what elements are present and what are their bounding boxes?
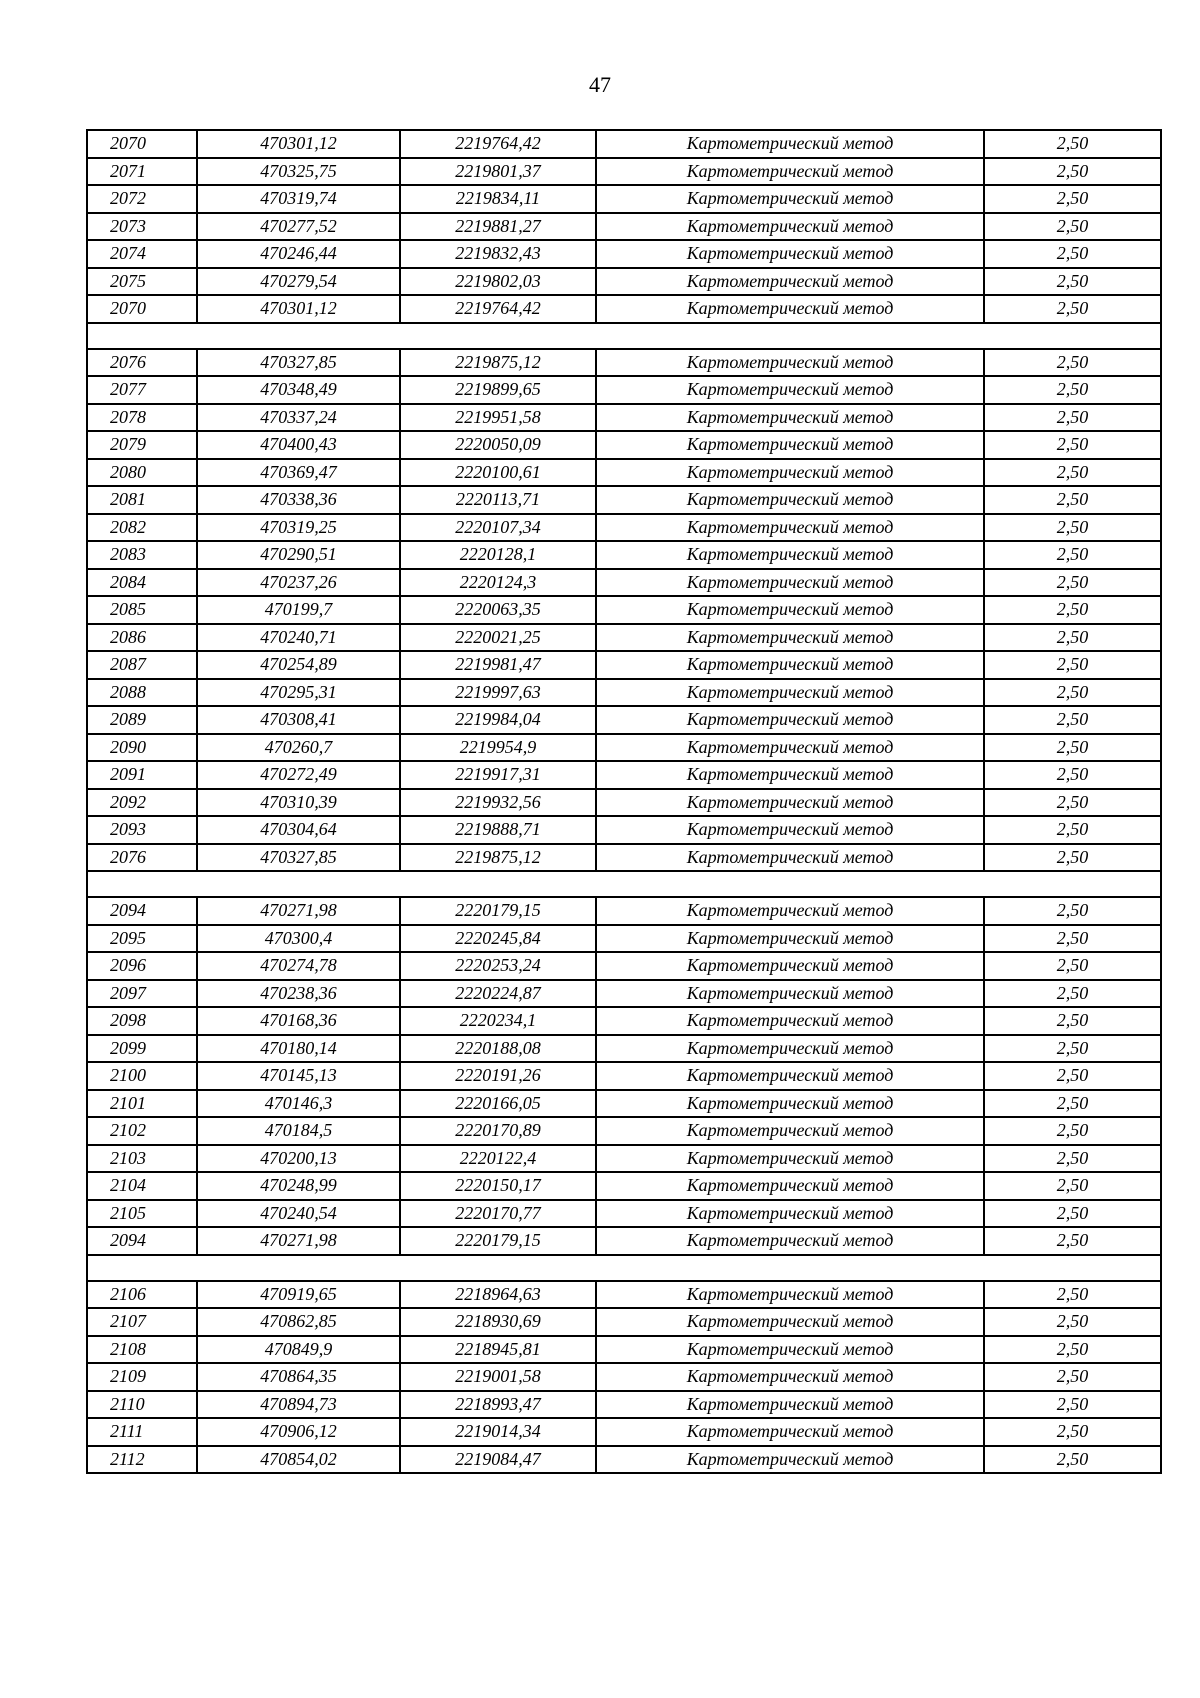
x-coordinate-cell: 470272,49	[197, 761, 400, 789]
point-number-cell: 2107	[87, 1308, 197, 1336]
accuracy-cell: 2,50	[984, 240, 1161, 268]
table-row	[87, 569, 1161, 597]
y-coordinate-cell: 2220150,17	[400, 1172, 596, 1200]
point-number-cell: 2102	[87, 1117, 197, 1145]
method-cell: Картометрический метод	[596, 706, 984, 734]
point-number-cell: 2078	[87, 404, 197, 432]
point-number-cell: 2110	[87, 1391, 197, 1419]
table-row	[87, 541, 1161, 569]
method-cell: Картометрический метод	[596, 1363, 984, 1391]
accuracy-cell: 2,50	[984, 651, 1161, 679]
y-coordinate-cell: 2219881,27	[400, 213, 596, 241]
table-row	[87, 1363, 1161, 1391]
table-row	[87, 1117, 1161, 1145]
table-row	[87, 1281, 1161, 1309]
x-coordinate-cell: 470145,13	[197, 1062, 400, 1090]
accuracy-cell: 2,50	[984, 1391, 1161, 1419]
x-coordinate-cell: 470240,71	[197, 624, 400, 652]
y-coordinate-cell: 2219084,47	[400, 1446, 596, 1474]
method-cell: Картометрический метод	[596, 734, 984, 762]
point-number-cell: 2075	[87, 268, 197, 296]
x-coordinate-cell: 470337,24	[197, 404, 400, 432]
method-cell: Картометрический метод	[596, 1200, 984, 1228]
point-number-cell: 2108	[87, 1336, 197, 1364]
y-coordinate-cell: 2220179,15	[400, 1227, 596, 1255]
y-coordinate-cell: 2220113,71	[400, 486, 596, 514]
method-cell: Картометрический метод	[596, 624, 984, 652]
accuracy-cell: 2,50	[984, 816, 1161, 844]
y-coordinate-cell: 2220245,84	[400, 925, 596, 953]
table-row	[87, 734, 1161, 762]
method-cell: Картометрический метод	[596, 240, 984, 268]
y-coordinate-cell: 2219832,43	[400, 240, 596, 268]
point-number-cell: 2070	[87, 130, 197, 158]
y-coordinate-cell: 2219981,47	[400, 651, 596, 679]
method-cell: Картометрический метод	[596, 404, 984, 432]
y-coordinate-cell: 2220234,1	[400, 1007, 596, 1035]
table-row	[87, 213, 1161, 241]
y-coordinate-cell: 2219984,04	[400, 706, 596, 734]
x-coordinate-cell: 470319,25	[197, 514, 400, 542]
point-number-cell: 2091	[87, 761, 197, 789]
method-cell: Картометрический метод	[596, 431, 984, 459]
point-number-cell: 2094	[87, 1227, 197, 1255]
accuracy-cell: 2,50	[984, 1062, 1161, 1090]
table-row	[87, 130, 1161, 158]
table-row	[87, 268, 1161, 296]
point-number-cell: 2112	[87, 1446, 197, 1474]
point-number-cell: 2073	[87, 213, 197, 241]
x-coordinate-cell: 470238,36	[197, 980, 400, 1008]
y-coordinate-cell: 2220191,26	[400, 1062, 596, 1090]
point-number-cell: 2100	[87, 1062, 197, 1090]
accuracy-cell: 2,50	[984, 1363, 1161, 1391]
method-cell: Картометрический метод	[596, 1062, 984, 1090]
method-cell: Картометрический метод	[596, 651, 984, 679]
accuracy-cell: 2,50	[984, 404, 1161, 432]
table-row	[87, 844, 1161, 872]
accuracy-cell: 2,50	[984, 1446, 1161, 1474]
point-number-cell: 2094	[87, 897, 197, 925]
accuracy-cell: 2,50	[984, 431, 1161, 459]
accuracy-cell: 2,50	[984, 844, 1161, 872]
method-cell: Картометрический метод	[596, 1035, 984, 1063]
y-coordinate-cell: 2220107,34	[400, 514, 596, 542]
accuracy-cell: 2,50	[984, 1145, 1161, 1173]
point-number-cell: 2096	[87, 952, 197, 980]
table-row	[87, 596, 1161, 624]
point-number-cell: 2071	[87, 158, 197, 186]
accuracy-cell: 2,50	[984, 897, 1161, 925]
point-number-cell: 2084	[87, 569, 197, 597]
y-coordinate-cell: 2220050,09	[400, 431, 596, 459]
x-coordinate-cell: 470319,74	[197, 185, 400, 213]
table-row	[87, 1172, 1161, 1200]
x-coordinate-cell: 470290,51	[197, 541, 400, 569]
method-cell: Картометрический метод	[596, 1090, 984, 1118]
point-number-cell: 2087	[87, 651, 197, 679]
x-coordinate-cell: 470300,4	[197, 925, 400, 953]
y-coordinate-cell: 2219801,37	[400, 158, 596, 186]
y-coordinate-cell: 2220170,89	[400, 1117, 596, 1145]
point-number-cell: 2089	[87, 706, 197, 734]
accuracy-cell: 2,50	[984, 1172, 1161, 1200]
y-coordinate-cell: 2220188,08	[400, 1035, 596, 1063]
accuracy-cell: 2,50	[984, 1007, 1161, 1035]
table-row	[87, 185, 1161, 213]
x-coordinate-cell: 470271,98	[197, 897, 400, 925]
method-cell: Картометрический метод	[596, 213, 984, 241]
method-cell: Картометрический метод	[596, 158, 984, 186]
x-coordinate-cell: 470854,02	[197, 1446, 400, 1474]
point-number-cell: 2099	[87, 1035, 197, 1063]
y-coordinate-cell: 2220063,35	[400, 596, 596, 624]
point-number-cell: 2070	[87, 295, 197, 323]
y-coordinate-cell: 2219802,03	[400, 268, 596, 296]
point-number-cell: 2111	[87, 1418, 197, 1446]
table-row	[87, 1090, 1161, 1118]
x-coordinate-cell: 470295,31	[197, 679, 400, 707]
method-cell: Картометрический метод	[596, 1227, 984, 1255]
x-coordinate-cell: 470894,73	[197, 1391, 400, 1419]
table-row	[87, 459, 1161, 487]
y-coordinate-cell: 2219875,12	[400, 844, 596, 872]
point-number-cell: 2081	[87, 486, 197, 514]
table-row	[87, 1308, 1161, 1336]
x-coordinate-cell: 470327,85	[197, 844, 400, 872]
accuracy-cell: 2,50	[984, 1117, 1161, 1145]
table-row	[87, 679, 1161, 707]
point-number-cell: 2076	[87, 349, 197, 377]
point-number-cell: 2092	[87, 789, 197, 817]
group-separator-cell	[87, 323, 1161, 349]
accuracy-cell: 2,50	[984, 925, 1161, 953]
table-row	[87, 789, 1161, 817]
x-coordinate-cell: 470237,26	[197, 569, 400, 597]
table-row	[87, 1227, 1161, 1255]
y-coordinate-cell: 2218964,63	[400, 1281, 596, 1309]
y-coordinate-cell: 2218945,81	[400, 1336, 596, 1364]
table-row	[87, 295, 1161, 323]
accuracy-cell: 2,50	[984, 789, 1161, 817]
x-coordinate-cell: 470168,36	[197, 1007, 400, 1035]
table-row	[87, 1418, 1161, 1446]
x-coordinate-cell: 470327,85	[197, 349, 400, 377]
y-coordinate-cell: 2219997,63	[400, 679, 596, 707]
y-coordinate-cell: 2219764,42	[400, 130, 596, 158]
accuracy-cell: 2,50	[984, 268, 1161, 296]
y-coordinate-cell: 2219917,31	[400, 761, 596, 789]
x-coordinate-cell: 470310,39	[197, 789, 400, 817]
group-separator-row	[87, 871, 1161, 897]
point-number-cell: 2086	[87, 624, 197, 652]
method-cell: Картометрический метод	[596, 952, 984, 980]
method-cell: Картометрический метод	[596, 1117, 984, 1145]
y-coordinate-cell: 2220021,25	[400, 624, 596, 652]
accuracy-cell: 2,50	[984, 376, 1161, 404]
table-row	[87, 980, 1161, 1008]
x-coordinate-cell: 470849,9	[197, 1336, 400, 1364]
table-row	[87, 952, 1161, 980]
accuracy-cell: 2,50	[984, 213, 1161, 241]
accuracy-cell: 2,50	[984, 1418, 1161, 1446]
accuracy-cell: 2,50	[984, 1227, 1161, 1255]
point-number-cell: 2105	[87, 1200, 197, 1228]
table-row	[87, 761, 1161, 789]
method-cell: Картометрический метод	[596, 1007, 984, 1035]
y-coordinate-cell: 2219899,65	[400, 376, 596, 404]
point-number-cell: 2106	[87, 1281, 197, 1309]
method-cell: Картометрический метод	[596, 185, 984, 213]
y-coordinate-cell: 2220100,61	[400, 459, 596, 487]
point-number-cell: 2085	[87, 596, 197, 624]
y-coordinate-cell: 2219951,58	[400, 404, 596, 432]
x-coordinate-cell: 470348,49	[197, 376, 400, 404]
method-cell: Картометрический метод	[596, 1418, 984, 1446]
point-number-cell: 2090	[87, 734, 197, 762]
method-cell: Картометрический метод	[596, 925, 984, 953]
point-number-cell: 2077	[87, 376, 197, 404]
point-number-cell: 2083	[87, 541, 197, 569]
table-row	[87, 376, 1161, 404]
accuracy-cell: 2,50	[984, 952, 1161, 980]
accuracy-cell: 2,50	[984, 761, 1161, 789]
method-cell: Картометрический метод	[596, 844, 984, 872]
point-number-cell: 2097	[87, 980, 197, 1008]
method-cell: Картометрический метод	[596, 376, 984, 404]
y-coordinate-cell: 2220170,77	[400, 1200, 596, 1228]
accuracy-cell: 2,50	[984, 596, 1161, 624]
x-coordinate-cell: 470338,36	[197, 486, 400, 514]
point-number-cell: 2101	[87, 1090, 197, 1118]
accuracy-cell: 2,50	[984, 514, 1161, 542]
y-coordinate-cell: 2220224,87	[400, 980, 596, 1008]
accuracy-cell: 2,50	[984, 679, 1161, 707]
y-coordinate-cell: 2220128,1	[400, 541, 596, 569]
x-coordinate-cell: 470254,89	[197, 651, 400, 679]
page-number: 47	[589, 72, 611, 97]
x-coordinate-cell: 470279,54	[197, 268, 400, 296]
method-cell: Картометрический метод	[596, 1172, 984, 1200]
method-cell: Картометрический метод	[596, 569, 984, 597]
x-coordinate-cell: 470919,65	[197, 1281, 400, 1309]
method-cell: Картометрический метод	[596, 897, 984, 925]
x-coordinate-cell: 470180,14	[197, 1035, 400, 1063]
accuracy-cell: 2,50	[984, 1200, 1161, 1228]
point-number-cell: 2088	[87, 679, 197, 707]
x-coordinate-cell: 470277,52	[197, 213, 400, 241]
x-coordinate-cell: 470274,78	[197, 952, 400, 980]
x-coordinate-cell: 470301,12	[197, 295, 400, 323]
x-coordinate-cell: 470246,44	[197, 240, 400, 268]
method-cell: Картометрический метод	[596, 486, 984, 514]
table-row	[87, 1145, 1161, 1173]
y-coordinate-cell: 2220253,24	[400, 952, 596, 980]
table-row	[87, 816, 1161, 844]
point-number-cell: 2093	[87, 816, 197, 844]
accuracy-cell: 2,50	[984, 569, 1161, 597]
accuracy-cell: 2,50	[984, 1035, 1161, 1063]
method-cell: Картометрический метод	[596, 1145, 984, 1173]
accuracy-cell: 2,50	[984, 541, 1161, 569]
accuracy-cell: 2,50	[984, 706, 1161, 734]
y-coordinate-cell: 2219001,58	[400, 1363, 596, 1391]
accuracy-cell: 2,50	[984, 980, 1161, 1008]
x-coordinate-cell: 470260,7	[197, 734, 400, 762]
x-coordinate-cell: 470304,64	[197, 816, 400, 844]
point-number-cell: 2072	[87, 185, 197, 213]
table-row	[87, 706, 1161, 734]
y-coordinate-cell: 2220166,05	[400, 1090, 596, 1118]
accuracy-cell: 2,50	[984, 158, 1161, 186]
table-row	[87, 486, 1161, 514]
x-coordinate-cell: 470301,12	[197, 130, 400, 158]
method-cell: Картометрический метод	[596, 1446, 984, 1474]
method-cell: Картометрический метод	[596, 295, 984, 323]
accuracy-cell: 2,50	[984, 1090, 1161, 1118]
method-cell: Картометрический метод	[596, 1308, 984, 1336]
method-cell: Картометрический метод	[596, 1391, 984, 1419]
accuracy-cell: 2,50	[984, 624, 1161, 652]
group-separator-cell	[87, 1255, 1161, 1281]
accuracy-cell: 2,50	[984, 1308, 1161, 1336]
accuracy-cell: 2,50	[984, 1281, 1161, 1309]
group-separator-row	[87, 323, 1161, 349]
y-coordinate-cell: 2218993,47	[400, 1391, 596, 1419]
accuracy-cell: 2,50	[984, 1336, 1161, 1364]
method-cell: Картометрический метод	[596, 761, 984, 789]
accuracy-cell: 2,50	[984, 486, 1161, 514]
y-coordinate-cell: 2219014,34	[400, 1418, 596, 1446]
table-row	[87, 404, 1161, 432]
point-number-cell: 2076	[87, 844, 197, 872]
point-number-cell: 2104	[87, 1172, 197, 1200]
y-coordinate-cell: 2219954,9	[400, 734, 596, 762]
x-coordinate-cell: 470862,85	[197, 1308, 400, 1336]
y-coordinate-cell: 2219764,42	[400, 295, 596, 323]
x-coordinate-cell: 470184,5	[197, 1117, 400, 1145]
method-cell: Картометрический метод	[596, 980, 984, 1008]
point-number-cell: 2074	[87, 240, 197, 268]
x-coordinate-cell: 470200,13	[197, 1145, 400, 1173]
y-coordinate-cell: 2219932,56	[400, 789, 596, 817]
method-cell: Картометрический метод	[596, 679, 984, 707]
point-number-cell: 2098	[87, 1007, 197, 1035]
point-number-cell: 2080	[87, 459, 197, 487]
x-coordinate-cell: 470325,75	[197, 158, 400, 186]
x-coordinate-cell: 470199,7	[197, 596, 400, 624]
y-coordinate-cell: 2219888,71	[400, 816, 596, 844]
method-cell: Картометрический метод	[596, 1336, 984, 1364]
table-row	[87, 1062, 1161, 1090]
method-cell: Картометрический метод	[596, 789, 984, 817]
method-cell: Картометрический метод	[596, 349, 984, 377]
accuracy-cell: 2,50	[984, 130, 1161, 158]
method-cell: Картометрический метод	[596, 459, 984, 487]
table-row	[87, 897, 1161, 925]
y-coordinate-cell: 2220179,15	[400, 897, 596, 925]
table-row	[87, 158, 1161, 186]
accuracy-cell: 2,50	[984, 185, 1161, 213]
table-row	[87, 925, 1161, 953]
table-row	[87, 240, 1161, 268]
accuracy-cell: 2,50	[984, 295, 1161, 323]
x-coordinate-cell: 470308,41	[197, 706, 400, 734]
point-number-cell: 2095	[87, 925, 197, 953]
point-number-cell: 2103	[87, 1145, 197, 1173]
method-cell: Картометрический метод	[596, 514, 984, 542]
point-number-cell: 2082	[87, 514, 197, 542]
y-coordinate-cell: 2219875,12	[400, 349, 596, 377]
x-coordinate-cell: 470146,3	[197, 1090, 400, 1118]
accuracy-cell: 2,50	[984, 734, 1161, 762]
x-coordinate-cell: 470240,54	[197, 1200, 400, 1228]
method-cell: Картометрический метод	[596, 130, 984, 158]
table-row	[87, 349, 1161, 377]
y-coordinate-cell: 2218930,69	[400, 1308, 596, 1336]
x-coordinate-cell: 470369,47	[197, 459, 400, 487]
x-coordinate-cell: 470248,99	[197, 1172, 400, 1200]
method-cell: Картометрический метод	[596, 541, 984, 569]
table-row	[87, 1391, 1161, 1419]
y-coordinate-cell: 2220122,4	[400, 1145, 596, 1173]
y-coordinate-cell: 2219834,11	[400, 185, 596, 213]
point-number-cell: 2079	[87, 431, 197, 459]
method-cell: Картометрический метод	[596, 596, 984, 624]
group-separator-row	[87, 1255, 1161, 1281]
table-row	[87, 651, 1161, 679]
group-separator-cell	[87, 871, 1161, 897]
x-coordinate-cell: 470906,12	[197, 1418, 400, 1446]
table-row	[87, 1200, 1161, 1228]
table-row	[87, 1035, 1161, 1063]
table-row	[87, 1336, 1161, 1364]
point-number-cell: 2109	[87, 1363, 197, 1391]
table-row	[87, 1007, 1161, 1035]
method-cell: Картометрический метод	[596, 1281, 984, 1309]
coordinates-table	[86, 129, 1162, 1474]
x-coordinate-cell: 470271,98	[197, 1227, 400, 1255]
table-row	[87, 624, 1161, 652]
method-cell: Картометрический метод	[596, 816, 984, 844]
accuracy-cell: 2,50	[984, 459, 1161, 487]
table-row	[87, 514, 1161, 542]
table-row	[87, 1446, 1161, 1474]
table-row	[87, 431, 1161, 459]
y-coordinate-cell: 2220124,3	[400, 569, 596, 597]
x-coordinate-cell: 470400,43	[197, 431, 400, 459]
method-cell: Картометрический метод	[596, 268, 984, 296]
accuracy-cell: 2,50	[984, 349, 1161, 377]
x-coordinate-cell: 470864,35	[197, 1363, 400, 1391]
